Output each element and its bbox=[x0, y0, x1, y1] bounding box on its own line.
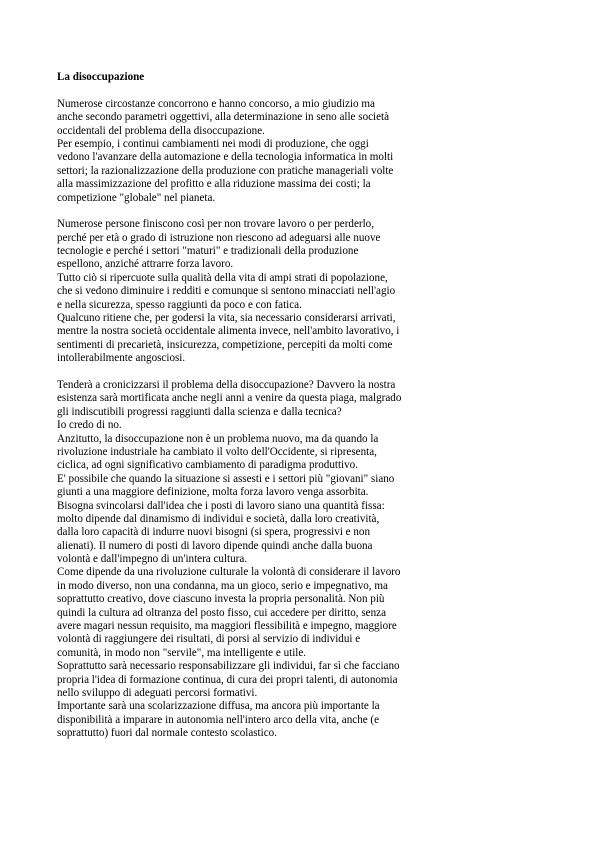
text-line: mentre la nostra società occidentale alimenta invece, nell'ambito lavorativo, i bbox=[57, 325, 400, 338]
text-line: Bisogna svincolarsi dall'idea che i posti di lavoro siano una quantità fissa: bbox=[57, 499, 385, 512]
text-line: Per esempio, i continui cambiamenti nei modi di produzione, che oggi bbox=[57, 137, 369, 150]
text-line: Anzitutto, la disoccupazione non è un problema nuovo, ma da quando la bbox=[57, 432, 379, 445]
text-line: anche secondo parametri oggettivi, alla determinazione in seno alle società bbox=[57, 111, 390, 124]
text-line: che si vedono diminuire i redditi e comunque si sentono minacciati nell'agio bbox=[57, 285, 396, 298]
text-line: perché per età o grado di istruzione non riescono ad adeguarsi alle nuove bbox=[57, 231, 381, 244]
text-line: gli indiscutibili progressi raggiunti dalla scienza e dalla tecnica? bbox=[57, 405, 342, 418]
text-line: disponibilità a imparare in autonomia nell'intero arco della vita, anche (e bbox=[57, 713, 380, 726]
text-line: quindi la cultura ad oltranza del posto fisso, cui accedere per diritto, senza bbox=[57, 606, 386, 619]
text-line: occidentali del problema della disoccupazione. bbox=[57, 124, 265, 137]
text-line: propria l'idea di formazione continua, di cura dei propri talenti, di autonomia bbox=[57, 673, 398, 686]
text-line: Importante sarà una scolarizzazione diffusa, ma ancora più importante la bbox=[57, 700, 380, 713]
text-line: volontà di raggiungere dei risultati, di porsi al servizio di individui e bbox=[57, 633, 361, 646]
text-line: Qualcuno ritiene che, per godersi la vita, sia necessario considerarsi arrivati, bbox=[57, 312, 396, 325]
text-line: ciclica, ad ogni significativo cambiamento di paradigma produttivo. bbox=[57, 459, 358, 472]
text-line: Numerose circostanze concorrono e hanno concorso, a mio giudizio ma bbox=[57, 97, 375, 110]
text-line: Tutto ciò si ripercuote sulla qualità della vita di ampi strati di popolazione, bbox=[57, 271, 388, 284]
text-line: comunità, in modo non "servile", ma intelligente e utile. bbox=[57, 646, 307, 659]
text-line: Numerose persone finiscono così per non trovare lavoro o per perderlo, bbox=[57, 218, 374, 231]
text-line: E' possibile che quando la situazione si assesti e i settori più "giovani" siano bbox=[57, 472, 395, 485]
text-line: competizione "globale" nel pianeta. bbox=[57, 191, 216, 204]
text-line: alienati). Il numero di posti di lavoro dipende quindi anche dalla buona bbox=[57, 539, 373, 552]
text-line: Soprattutto sarà necessario responsabilizzare gli individui, far sì che facciano bbox=[57, 660, 400, 673]
text-line: Io credo di no. bbox=[57, 419, 122, 432]
text-line: soprattutto) fuori dal normale contesto scolastico. bbox=[57, 727, 277, 740]
text-line: sentimenti di precarietà, insicurezza, competizione, percepiti da molti come bbox=[57, 338, 393, 351]
text-line: e nella sicurezza, spesso raggiunti da poco e con fatica. bbox=[57, 298, 302, 311]
document-title: La disoccupazione bbox=[57, 71, 145, 83]
text-line: intollerabilmente angosciosi. bbox=[57, 352, 186, 365]
text-line: vedono l'avanzare della automazione e della tecnologia informatica in molti bbox=[57, 151, 394, 164]
paragraph-3 bbox=[57, 379, 457, 741]
text-line: soprattutto creativo, dove ciascuno investa la propria personalità. Non più bbox=[57, 593, 385, 606]
text-line: Come dipende da una rivoluzione culturale la volontà di considerare il lavoro bbox=[57, 566, 401, 579]
paragraphs-container bbox=[57, 98, 457, 741]
paragraph-2 bbox=[57, 218, 457, 365]
text-line: dalla loro capacità di indurre nuovi bisogni (si spera, progressivi e non bbox=[57, 526, 371, 539]
text-line: in modo diverso, non una condanna, ma un gioco, serio e impegnativo, ma bbox=[57, 579, 388, 592]
text-line: alla massimizzazione del profitto e alla riduzione massima dei costi; la bbox=[57, 178, 371, 191]
text-line: esistenza sarà mortificata anche negli anni a venire da questa piaga, malgrado bbox=[57, 392, 402, 405]
text-line: rivoluzione industriale ha cambiato il volto dell'Occidente, si ripresenta, bbox=[57, 445, 377, 458]
text-line: giunti a una maggiore definizione, molta forza lavoro venga assorbita. bbox=[57, 486, 369, 499]
text-line: espellono, anziché attrarre forza lavoro. bbox=[57, 258, 234, 271]
text-line: avere magari nessun requisito, ma maggiori flessibilità e impegno, maggiore bbox=[57, 620, 397, 633]
text-line: volontà e dall'impegno di un'intera cultura. bbox=[57, 553, 248, 566]
text-line: Tenderà a cronicizzarsi il problema della disoccupazione? Davvero la nostra bbox=[57, 378, 396, 391]
text-line: tecnologie e perché i settori "maturi" e tradizionali della produzione bbox=[57, 245, 359, 258]
text-line: nello sviluppo di adeguati percorsi formativi. bbox=[57, 686, 258, 699]
paragraph-1 bbox=[57, 98, 457, 205]
text-line: molto dipende dal dinamismo di individui e società, dalla loro creatività, bbox=[57, 512, 380, 525]
document-body bbox=[57, 71, 457, 741]
text-line: settori; la razionalizzazione della produzione con pratiche manageriali volte bbox=[57, 164, 394, 177]
